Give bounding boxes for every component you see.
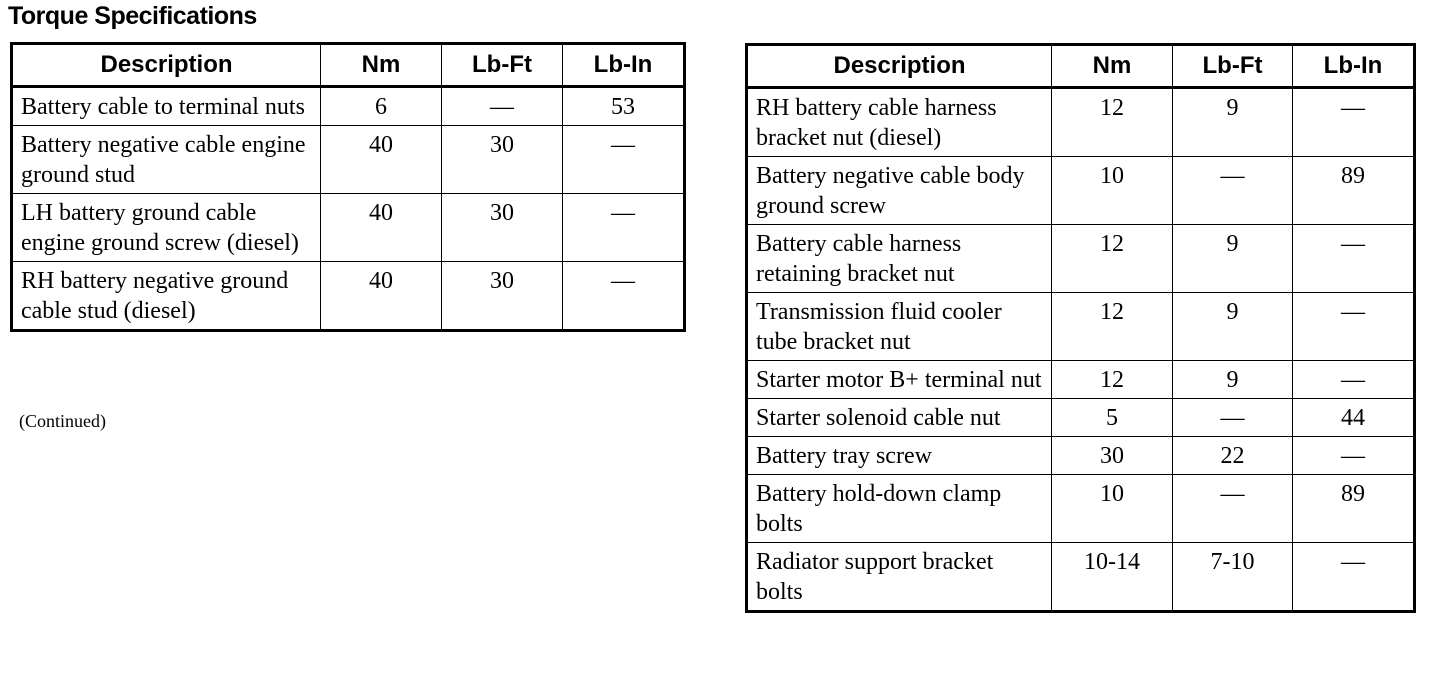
header-lb-in: Lb-In xyxy=(563,44,685,87)
cell-lb-in: 53 xyxy=(563,87,685,126)
cell-lb-ft: — xyxy=(1173,399,1293,437)
cell-lb-in: — xyxy=(1293,437,1415,475)
cell-nm: 12 xyxy=(1052,293,1173,361)
cell-lb-ft: 30 xyxy=(442,194,563,262)
cell-lb-in: 44 xyxy=(1293,399,1415,437)
cell-lb-in: — xyxy=(563,262,685,331)
cell-lb-in: — xyxy=(563,126,685,194)
cell-nm: 40 xyxy=(321,262,442,331)
header-lb-ft: Lb-Ft xyxy=(1173,45,1293,88)
header-row xyxy=(747,45,1415,88)
table-row xyxy=(747,475,1415,543)
cell-nm: 12 xyxy=(1052,88,1173,157)
header-lb-in: Lb-In xyxy=(1293,45,1415,88)
cell-lb-in: — xyxy=(1293,225,1415,293)
cell-lb-ft: 9 xyxy=(1173,88,1293,157)
cell-description: Battery tray screw xyxy=(747,437,1052,475)
cell-lb-ft: — xyxy=(1173,475,1293,543)
cell-lb-ft: 9 xyxy=(1173,225,1293,293)
continued-note: (Continued) xyxy=(19,411,106,431)
cell-lb-ft: 30 xyxy=(442,126,563,194)
cell-description: RH battery cable harness bracket nut (diesel) xyxy=(747,88,1052,157)
cell-lb-in: — xyxy=(1293,293,1415,361)
cell-lb-ft: 30 xyxy=(442,262,563,331)
cell-description: Battery negative cable engine ground stud xyxy=(12,126,321,194)
table-row xyxy=(12,262,685,331)
header-nm: Nm xyxy=(1052,45,1173,88)
cell-nm: 6 xyxy=(321,87,442,126)
cell-lb-in: 89 xyxy=(1293,157,1415,225)
cell-nm: 12 xyxy=(1052,225,1173,293)
cell-lb-in: — xyxy=(1293,543,1415,612)
cell-nm: 12 xyxy=(1052,361,1173,399)
cell-description: RH battery negative ground cable stud (diesel) xyxy=(12,262,321,331)
cell-lb-ft: 9 xyxy=(1173,293,1293,361)
cell-description: Starter motor B+ terminal nut xyxy=(747,361,1052,399)
cell-lb-in: — xyxy=(563,194,685,262)
cell-description: Radiator support bracket bolts xyxy=(747,543,1052,612)
table-row xyxy=(747,157,1415,225)
table-row xyxy=(747,399,1415,437)
torque-table-right xyxy=(745,43,1416,613)
cell-nm: 10 xyxy=(1052,475,1173,543)
table-row xyxy=(747,437,1415,475)
cell-nm: 5 xyxy=(1052,399,1173,437)
table-row xyxy=(747,293,1415,361)
cell-lb-in: — xyxy=(1293,361,1415,399)
cell-nm: 10 xyxy=(1052,157,1173,225)
cell-nm: 40 xyxy=(321,194,442,262)
cell-nm: 30 xyxy=(1052,437,1173,475)
header-description: Description xyxy=(747,45,1052,88)
cell-description: Battery cable to terminal nuts xyxy=(12,87,321,126)
torque-table-left xyxy=(10,42,686,332)
cell-lb-ft: 9 xyxy=(1173,361,1293,399)
page-title: Torque Specifications xyxy=(8,2,257,30)
header-row xyxy=(12,44,685,87)
cell-lb-in: 89 xyxy=(1293,475,1415,543)
cell-description: Transmission fluid cooler tube bracket nut xyxy=(747,293,1052,361)
table-row xyxy=(12,194,685,262)
cell-lb-in: — xyxy=(1293,88,1415,157)
table-row xyxy=(747,225,1415,293)
header-description: Description xyxy=(12,44,321,87)
cell-lb-ft: — xyxy=(442,87,563,126)
cell-description: Battery cable harness retaining bracket nut xyxy=(747,225,1052,293)
cell-nm: 10-14 xyxy=(1052,543,1173,612)
cell-lb-ft: 7-10 xyxy=(1173,543,1293,612)
table-row xyxy=(747,543,1415,612)
table-row xyxy=(12,87,685,126)
cell-lb-ft: — xyxy=(1173,157,1293,225)
cell-nm: 40 xyxy=(321,126,442,194)
table-row xyxy=(12,126,685,194)
table-row xyxy=(747,88,1415,157)
table-row xyxy=(747,361,1415,399)
cell-description: Battery hold-down clamp bolts xyxy=(747,475,1052,543)
cell-description: LH battery ground cable engine ground screw (diesel) xyxy=(12,194,321,262)
cell-description: Starter solenoid cable nut xyxy=(747,399,1052,437)
cell-lb-ft: 22 xyxy=(1173,437,1293,475)
cell-description: Battery negative cable body ground screw xyxy=(747,157,1052,225)
header-lb-ft: Lb-Ft xyxy=(442,44,563,87)
header-nm: Nm xyxy=(321,44,442,87)
